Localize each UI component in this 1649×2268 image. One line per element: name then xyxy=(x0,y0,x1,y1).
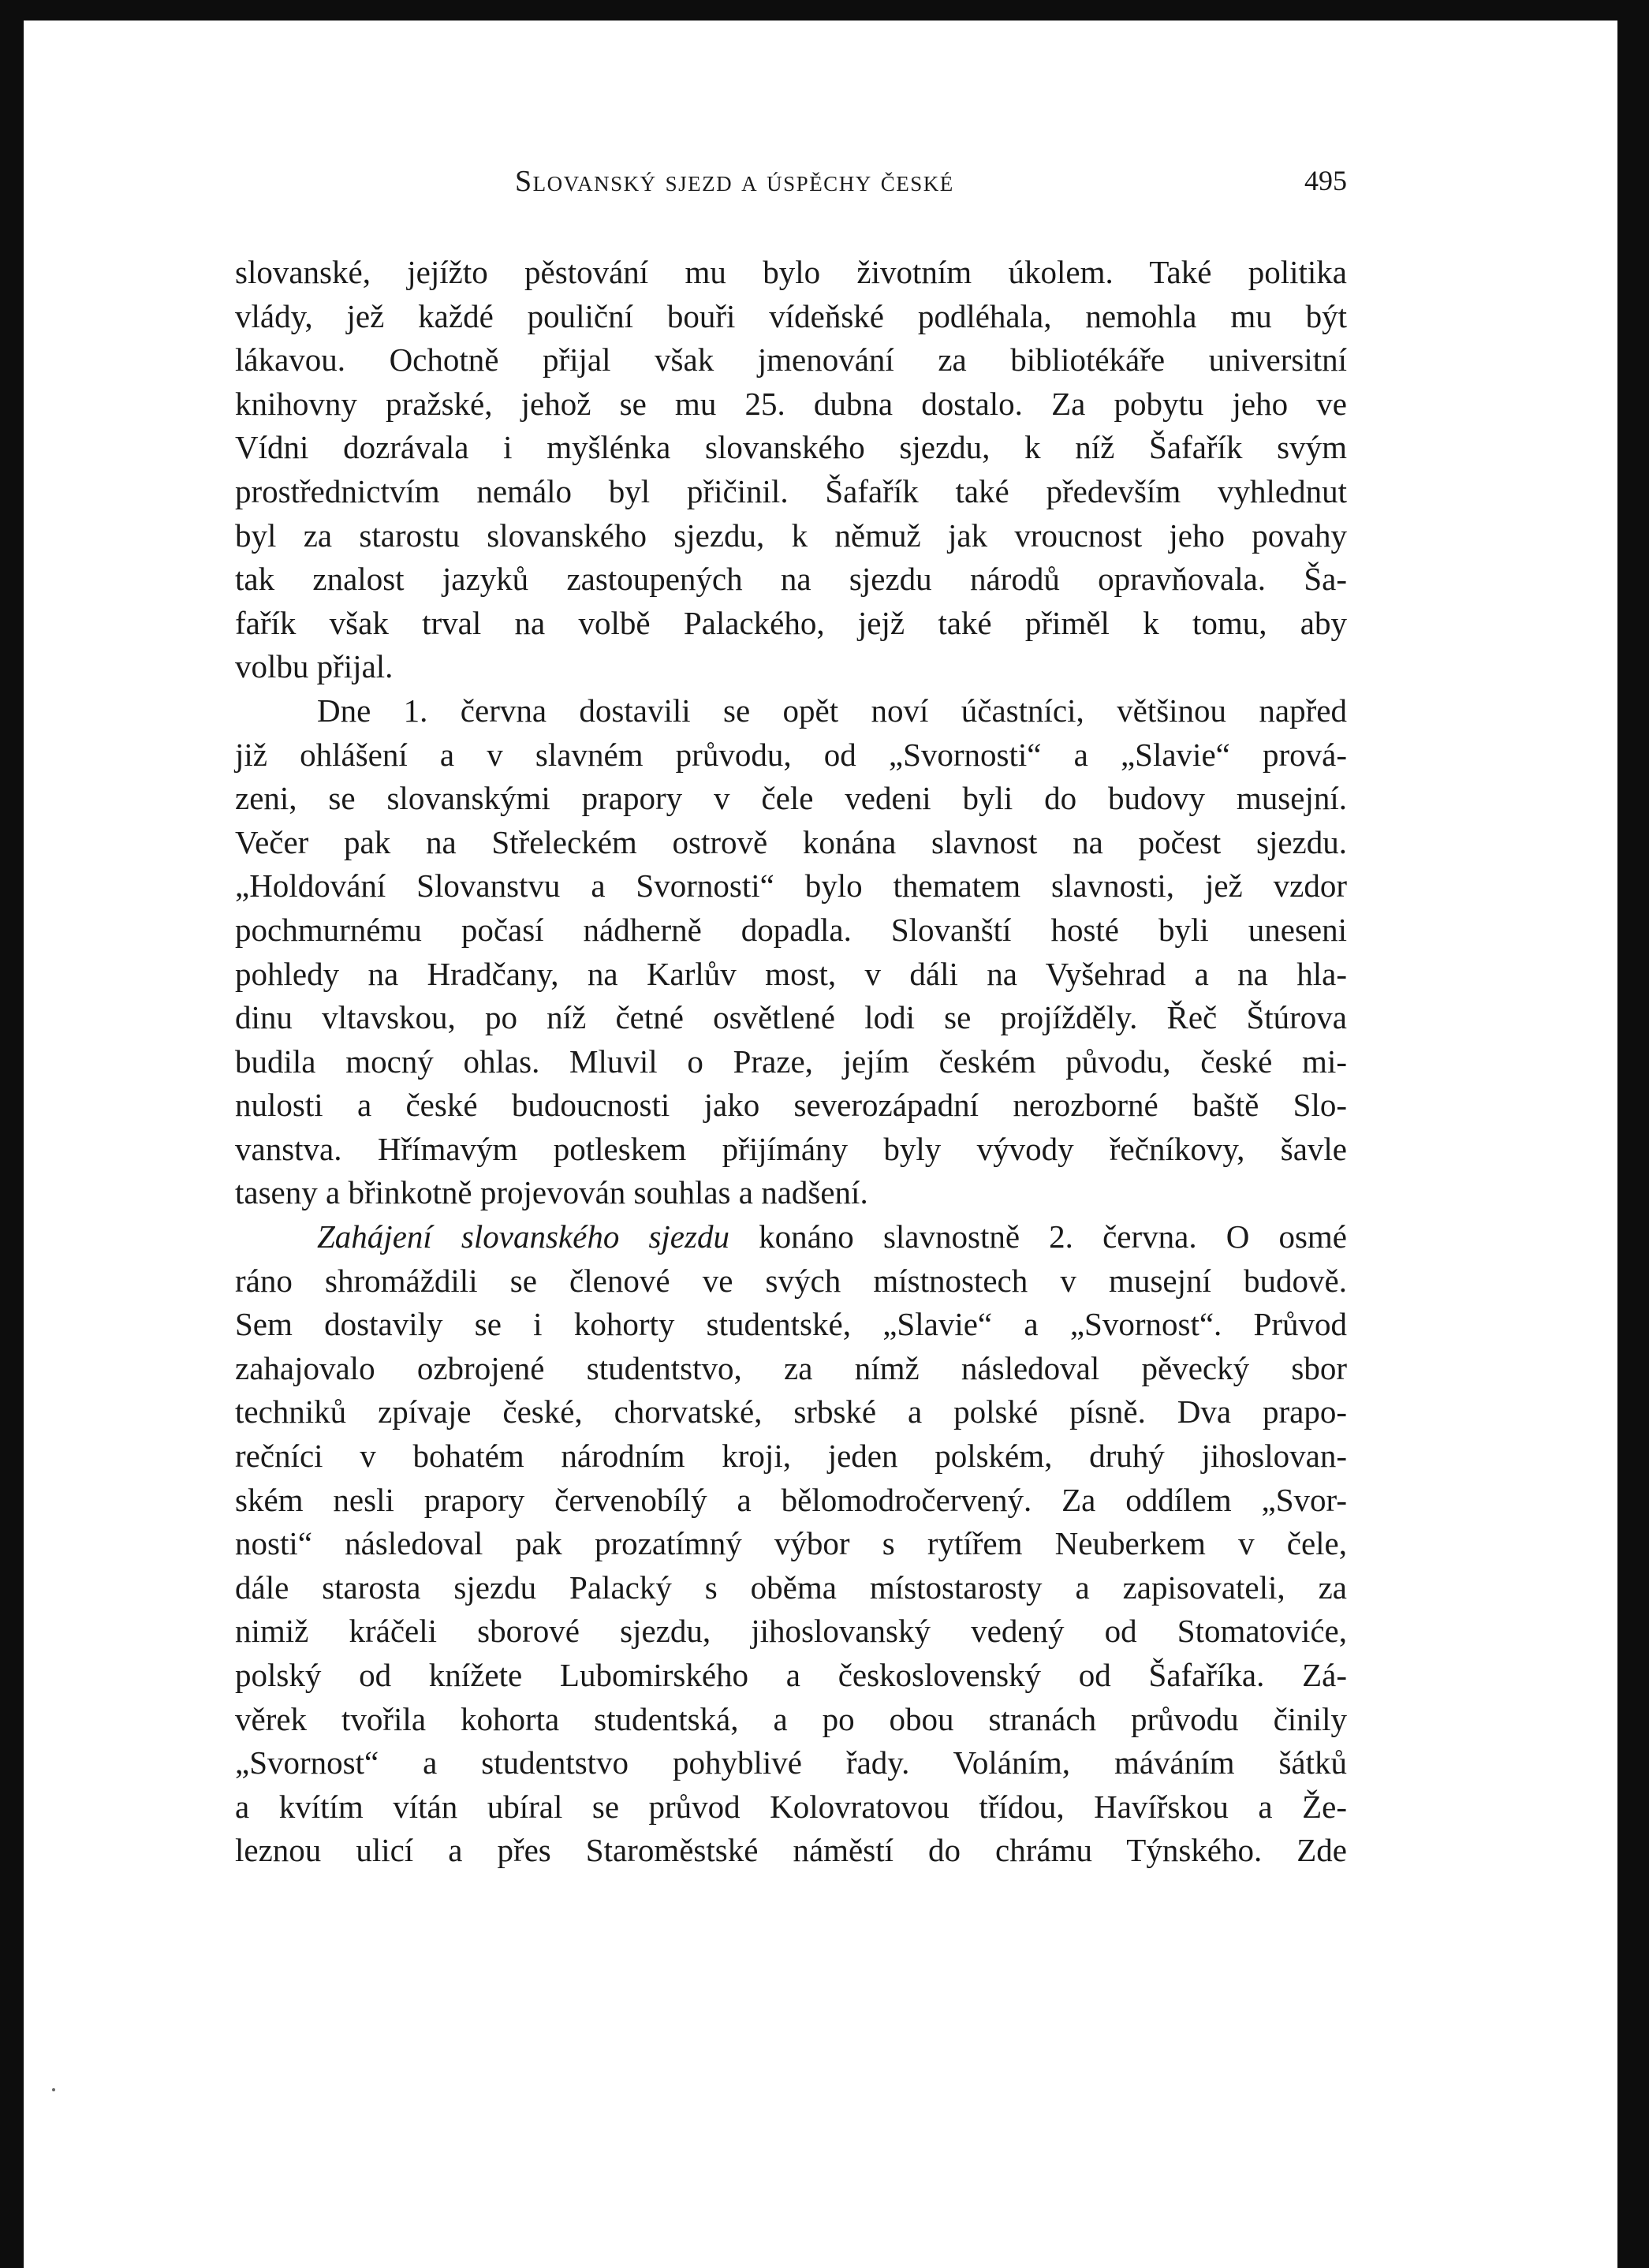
scan-speck xyxy=(52,2088,55,2091)
page-header xyxy=(235,159,1347,207)
text-line: taseny a břinkotně projevován souhlas a nadšení. xyxy=(235,1174,868,1211)
text-line: techniků zpívaje české, chorvatské, srbské a polské písně. Dva prapo- xyxy=(235,1393,1347,1431)
text-line: Sem dostavily se i kohorty studentské, „Slavie“ a „Svornost“. Průvod xyxy=(235,1306,1347,1343)
text-line: pochmurnému počasí nádherně dopadla. Slovanští hosté byli uneseni xyxy=(235,911,1347,948)
text-line: „Svornost“ a studentstvo pohyblivé řady. Voláním, máváním šátků xyxy=(235,1744,1347,1781)
text-line: nosti“ následoval pak prozatímný výbor s rytířem Neuberkem v čele, xyxy=(235,1525,1347,1562)
running-title: Slovanský sjezd a úspěchy české xyxy=(515,165,954,198)
text-line: polský od knížete Lubomirského a československý od Šafaříka. Zá- xyxy=(235,1657,1347,1693)
text-line: dinu vltavskou, po níž četné osvětlené lodi se projížděly. Řeč Štúrova xyxy=(235,999,1347,1036)
text-line: vanstva. Hřímavým potleskem přijímány byly vývody řečníkovy, šavle xyxy=(235,1130,1347,1167)
page-number: 495 xyxy=(1304,165,1347,196)
text-line: již ohlášení a v slavném průvodu, od „Svornosti“ a „Slavie“ prová- xyxy=(235,736,1347,773)
text-line: ráno shromáždili se členové ve svých místnostech v musejní budově. xyxy=(235,1262,1347,1299)
text-line: ském nesli prapory červenobílý a bělomodročervený. Za oddílem „Svor- xyxy=(235,1481,1347,1518)
text-line: byl za starostu slovanského sjezdu, k němuž jak vroucnost jeho povahy xyxy=(235,517,1347,554)
text-line: fařík však trval na volbě Palackého, jejž také přiměl k tomu, aby xyxy=(235,604,1347,641)
text-line: knihovny pražské, jehož se mu 25. dubna dostalo. Za pobytu jeho ve xyxy=(235,385,1347,422)
text-line: budila mocný ohlas. Mluvil o Praze, jejím českém původu, české mi- xyxy=(235,1043,1347,1080)
scan-border-top xyxy=(0,0,1649,21)
text-line: vlády, jež každé pouliční bouři vídeňské podléhala, nemohla mu být xyxy=(235,297,1347,334)
text-line: prostřednictvím nemálo byl přičinil. Šafařík také především vyhlednut xyxy=(235,472,1347,509)
text-line: rečníci v bohatém národním kroji, jeden polském, druhý jihoslovan- xyxy=(235,1438,1347,1475)
scan-border-left xyxy=(0,0,24,2268)
text-line: zeni, se slovanskými prapory v čele vedeni byli do budovy musejní. xyxy=(235,780,1347,817)
body-text xyxy=(235,251,1347,1873)
text-line: nulosti a české budoucnosti jako severozápadní nerozborné baště Slo- xyxy=(235,1087,1347,1124)
text-line: Vídni dozrávala i myšlénka slovanského sjezdu, k níž Šafařík svým xyxy=(235,429,1347,466)
text-line xyxy=(235,1215,1347,1259)
text-line: volbu přijal. xyxy=(235,648,394,685)
text-line: Dne 1. června dostavili se opět noví účastníci, většinou napřed xyxy=(317,692,1347,729)
text-line: pohledy na Hradčany, na Karlův most, v dáli na Vyšehrad a na hla- xyxy=(235,955,1347,992)
text-line: tak znalost jazyků zastoupených na sjezdu národů opravňovala. Ša- xyxy=(235,561,1347,598)
scan-border-right xyxy=(1617,0,1649,2268)
text-line: lákavou. Ochotně přijal však jmenování za bibliotékáře universitní xyxy=(235,341,1347,379)
text-line: slovanské, jejížto pěstování mu bylo životním úkolem. Také politika xyxy=(235,254,1347,290)
text-line: věrek tvořila kohorta studentská, a po obou stranách průvodu činily xyxy=(235,1700,1347,1737)
text-line-rest: konáno slavnostně 2. června. O osmé xyxy=(729,1218,1347,1255)
text-line: Večer pak na Střeleckém ostrově konána slavnost na počest sjezdu. xyxy=(235,823,1347,860)
italic-emphasis: Zahájení slovanského sjezdu xyxy=(317,1218,729,1255)
text-line: „Holdování Slovanstvu a Svornosti“ bylo thematem slavnosti, jež vzdor xyxy=(235,867,1347,905)
text-line: dále starosta sjezdu Palacký s oběma místostarosty a zapisovateli, za xyxy=(235,1569,1347,1606)
text-line: zahajovalo ozbrojené studentstvo, za nímž následoval pěvecký sbor xyxy=(235,1349,1347,1386)
text-line: a kvítím vítán ubíral se průvod Kolovratovou třídou, Havířskou a Že- xyxy=(235,1788,1347,1825)
text-line: nimiž kráčeli sborové sjezdu, jihoslovanský vedený od Stomatoviće, xyxy=(235,1613,1347,1650)
text-line: leznou ulicí a přes Staroměstské náměstí do chrámu Týnského. Zde xyxy=(235,1832,1347,1869)
